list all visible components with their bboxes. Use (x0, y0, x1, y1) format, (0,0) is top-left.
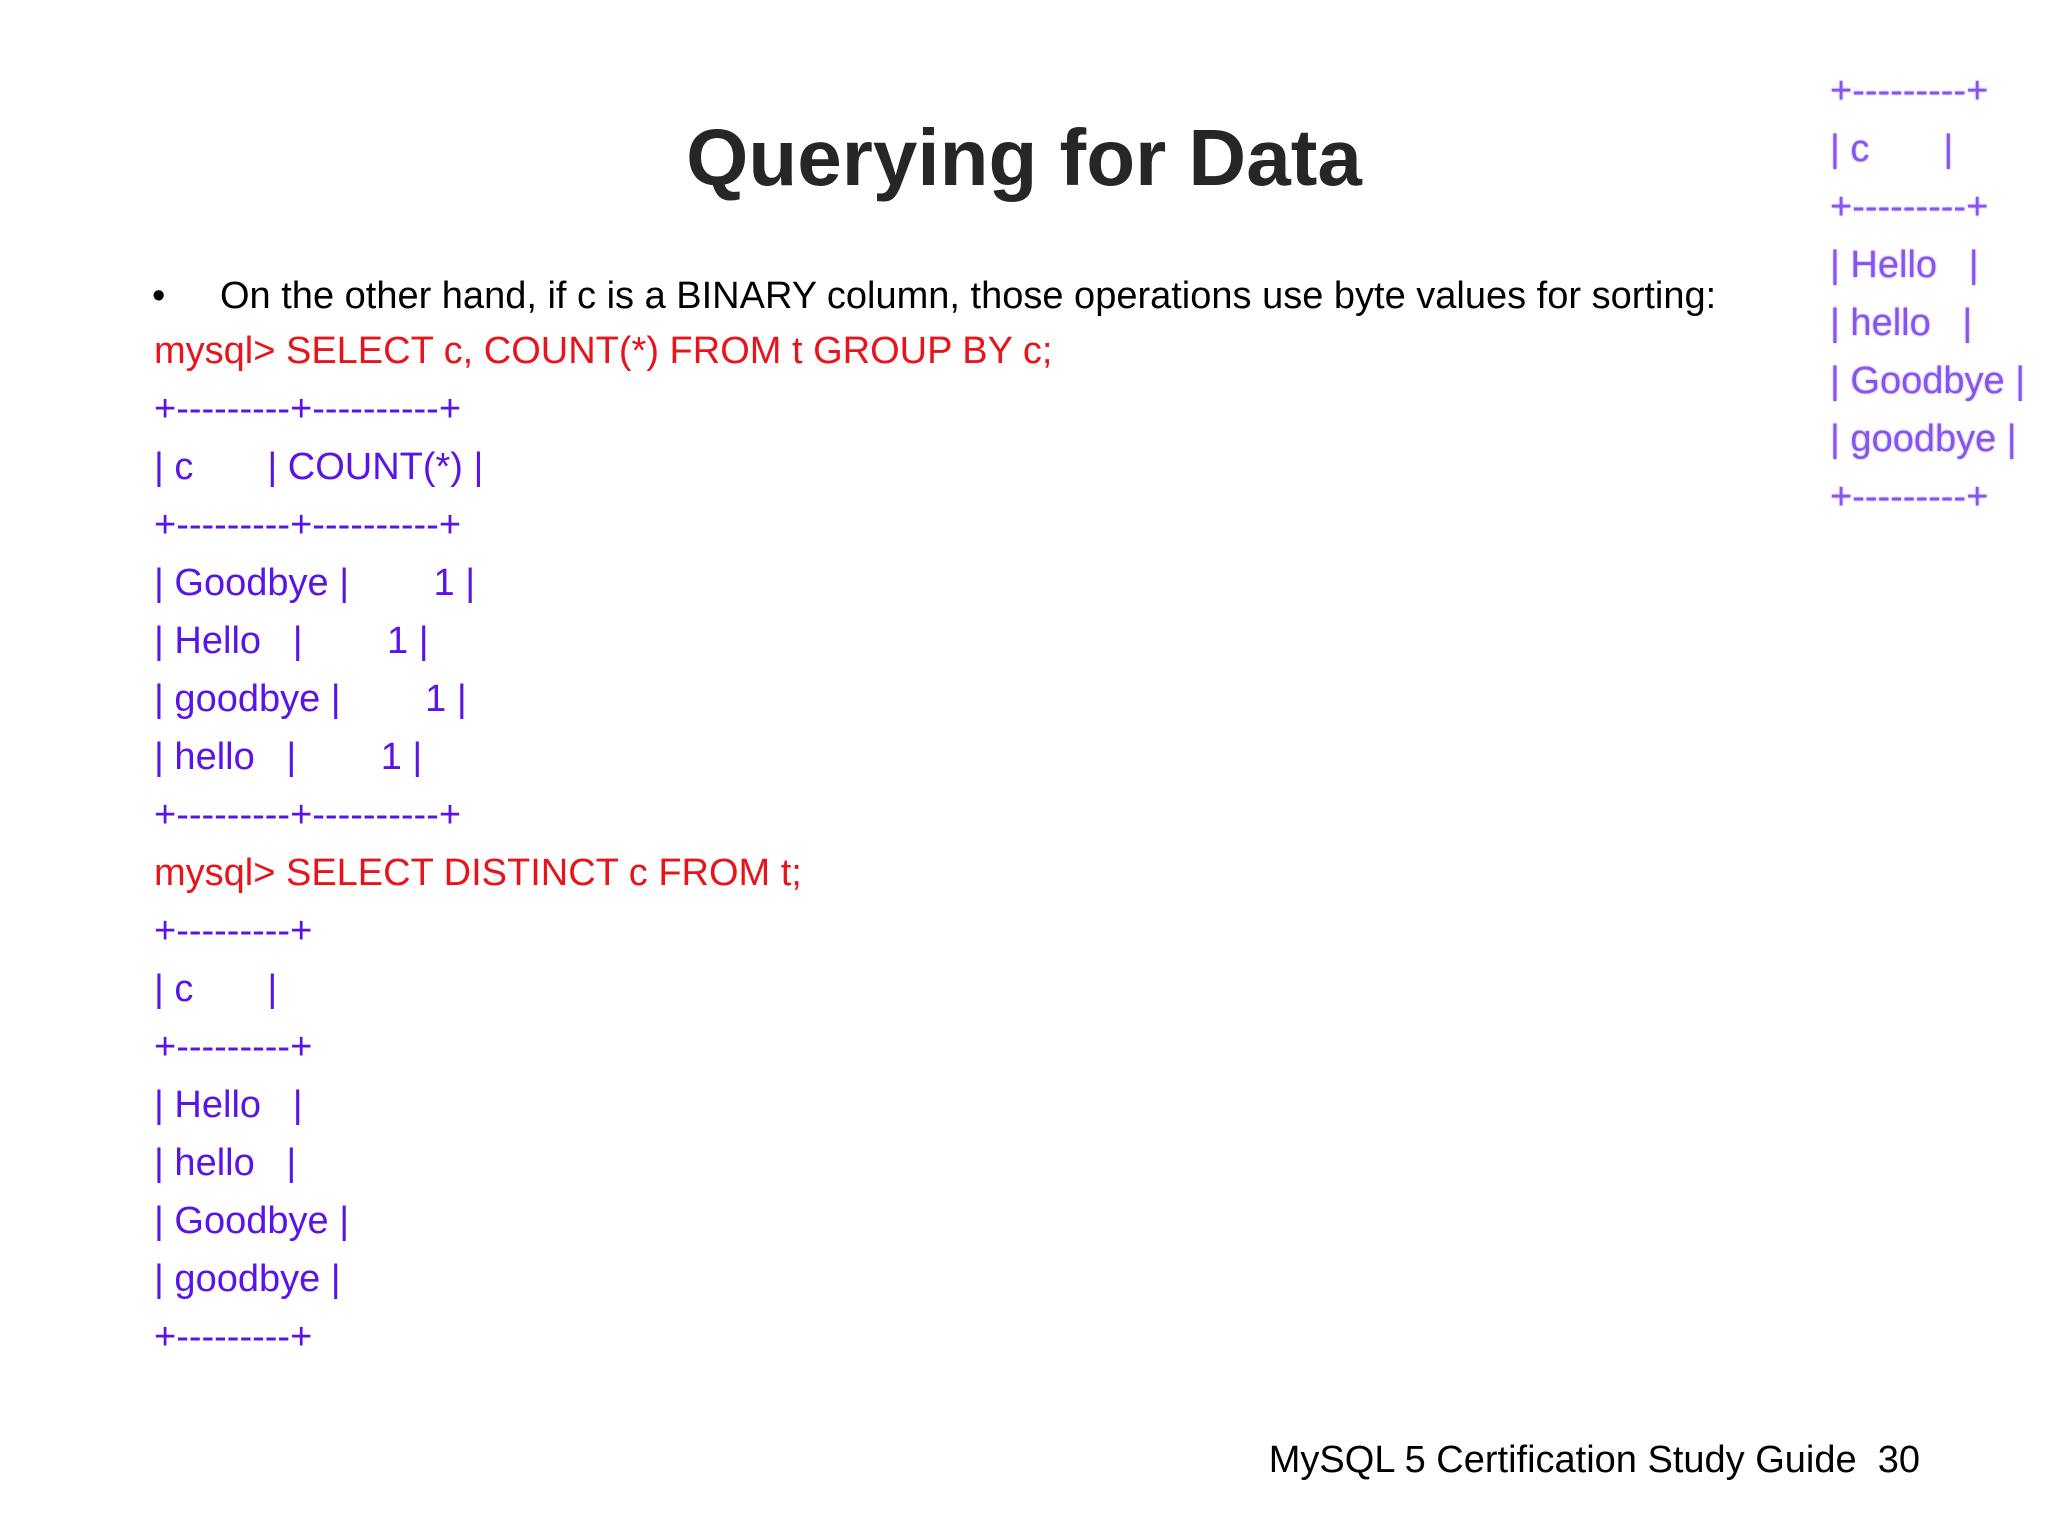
overlay-table-line: | goodbye | (1830, 418, 2017, 460)
sql-output-line: | goodbye | 1 | (154, 678, 467, 720)
sql-output-line: +---------+----------+ (154, 388, 462, 430)
sql-output-line: | Hello | (154, 1084, 303, 1126)
sql-output-line: | c | (154, 968, 278, 1010)
footer-citation-page-number: MySQL 5 Certification Study Guide 30 (1268, 1439, 1920, 1481)
sql-output-line: | Goodbye | (154, 1200, 350, 1242)
overlay-table-line: | Hello | (1830, 244, 1979, 286)
sql-output-line: +---------+----------+ (154, 504, 462, 546)
slide-title: Querying for Data (686, 113, 1362, 202)
overlay-table-line: | c | (1830, 128, 1954, 170)
sql-output-line: +---------+ (154, 1026, 313, 1068)
overlay-table-line: | hello | (1830, 302, 1973, 344)
overlay-table-line: | Goodbye | (1830, 360, 2026, 402)
sql-output-line: +---------+ (154, 910, 313, 952)
sql-output-line: | hello | (154, 1142, 297, 1184)
sql-output-line: | Hello | 1 | (154, 620, 429, 662)
overlay-table-line: +---------+ (1830, 186, 1989, 228)
sql-output-line: | hello | 1 | (154, 736, 423, 778)
bullet-text: On the other hand, if c is a BINARY column, those operations use byte values for sorting: (220, 275, 1717, 317)
distinct-result-overlay-table (1830, 62, 2025, 526)
sql-session-listing (154, 322, 1052, 1366)
sql-output-line: | goodbye | (154, 1258, 341, 1300)
sql-output-line: +---------+----------+ (154, 794, 462, 836)
bullet-point (152, 268, 1716, 324)
sql-output-line: | c | COUNT(*) | (154, 446, 484, 488)
overlay-table-line: +---------+ (1830, 70, 1989, 112)
overlay-table-line: +---------+ (1830, 476, 1989, 518)
sql-output-line: | Goodbye | 1 | (154, 562, 476, 604)
sql-output-line: +---------+ (154, 1316, 313, 1358)
bullet-icon: • (152, 275, 166, 317)
sql-command-line: mysql> SELECT DISTINCT c FROM t; (154, 852, 802, 894)
sql-command-line: mysql> SELECT c, COUNT(*) FROM t GROUP BY c; (154, 330, 1053, 372)
